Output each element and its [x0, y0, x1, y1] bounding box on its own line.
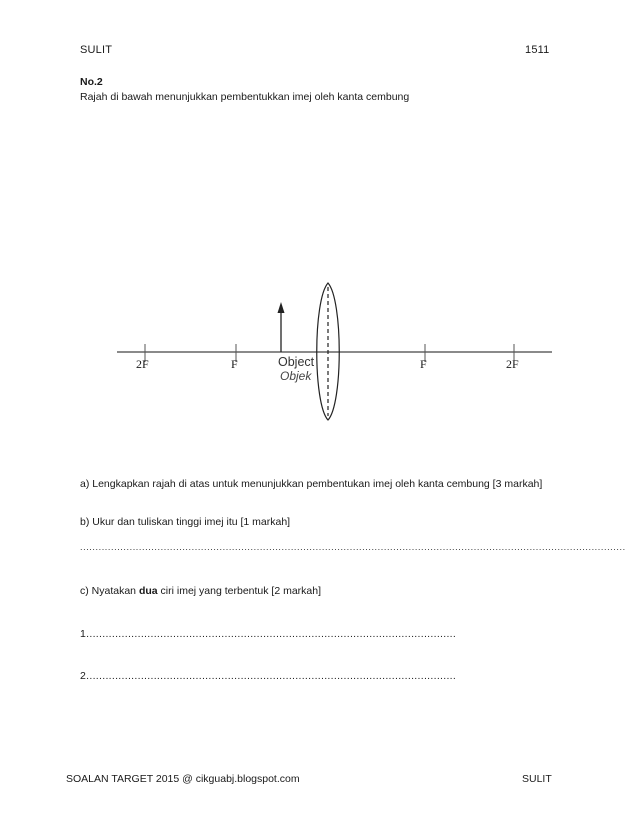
- part-a-text: a) Lengkapkan rajah di atas untuk menunjukkan pembentukan imej oleh kanta cembung [3 markah]: [80, 478, 543, 490]
- label-f-right: F: [420, 357, 427, 371]
- footer-right: SULIT: [522, 773, 552, 785]
- object-arrow-head: [278, 302, 285, 313]
- label-object: Object: [278, 355, 315, 369]
- part-c-text-bold: dua: [138, 585, 158, 597]
- part-b-answer-line[interactable]: ................................................................................................................................................................................: [80, 542, 626, 552]
- footer-left: SOALAN TARGET 2015 @ cikguabj.blogspot.com: [66, 773, 300, 785]
- label-2f-right: 2F: [506, 357, 519, 371]
- header-left: SULIT: [80, 44, 113, 56]
- label-2f-left: 2F: [136, 357, 149, 371]
- part-c-text-before: c) Nyatakan: [80, 585, 139, 597]
- part-b-text: b) Ukur dan tuliskan tinggi imej itu [1 markah]: [80, 516, 291, 528]
- part-c-text-after: ciri imej yang terbentuk [2 markah]: [157, 585, 322, 597]
- part-c-text: [80, 585, 321, 597]
- part-c-line-2[interactable]: 2...................................................................................................................: [80, 670, 457, 682]
- question-intro: Rajah di bawah menunjukkan pembentukkan imej oleh kanta cembung: [80, 91, 410, 103]
- header-right: 1511: [525, 44, 550, 56]
- label-f-left: F: [231, 357, 238, 371]
- question-number: No.2: [80, 76, 103, 88]
- label-objek: Objek: [280, 369, 312, 383]
- part-c-line-1[interactable]: 1...................................................................................................................: [80, 628, 457, 640]
